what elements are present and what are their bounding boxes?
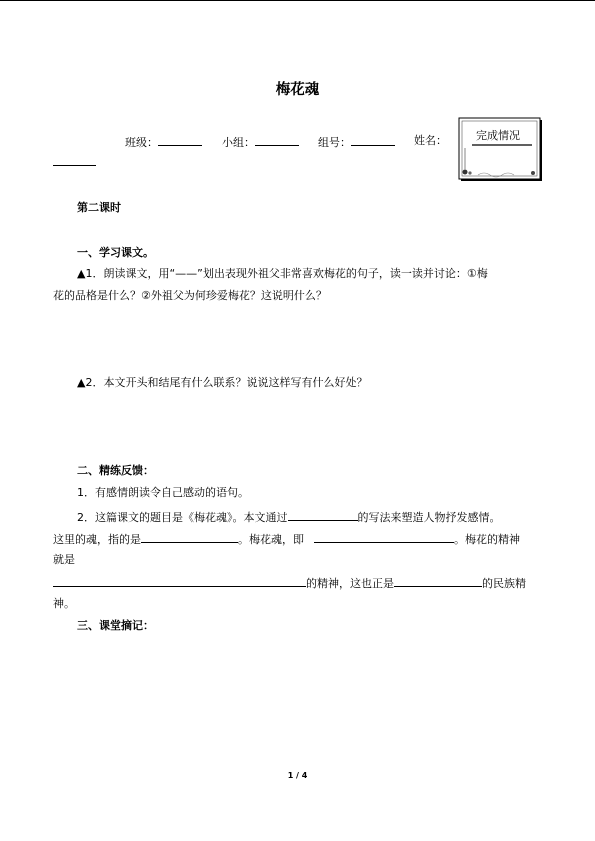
name-blank[interactable] — [53, 165, 96, 166]
page-title: 梅花魂 — [275, 82, 320, 98]
lesson-heading: 第二课时 — [77, 201, 121, 214]
class-field — [125, 134, 202, 149]
question1-line1: ▲1．朗读课文，用“——”划出表现外祖父非常喜欢梅花的句子，读一读并讨论：①梅 — [77, 267, 488, 280]
method-blank[interactable] — [288, 509, 358, 521]
class-label: 班级： — [125, 136, 158, 149]
plum-soul-blank[interactable] — [314, 531, 454, 543]
spirit-blank[interactable] — [53, 575, 306, 587]
exercise-item2-text-b: 的写法来塑造人物抒发感情。 — [357, 511, 501, 524]
section3-heading: 三、课堂摘记： — [77, 619, 154, 632]
nation-blank[interactable] — [394, 575, 482, 587]
exercise-item2-text-a: 2．这篇课文的题目是《梅花魂》。本文通过 — [77, 511, 288, 524]
group-no-field — [318, 134, 395, 149]
page-number: 1 / 4 — [287, 771, 308, 780]
exercise-item2-line2 — [53, 531, 520, 546]
stamp-label: 完成情况 — [476, 129, 520, 142]
exercise-item1: 1．有感情朗读令自己感动的语句。 — [77, 486, 249, 499]
question2: ▲2．本文开头和结尾有什么联系？说说这样写有什么好处？ — [77, 376, 368, 389]
name-label: 姓名： — [414, 134, 447, 147]
exercise-item2-line3: 就是 — [53, 553, 75, 566]
plum-soul-text: 。梅花魂，即 — [238, 533, 304, 546]
exercise-item2-line1 — [77, 509, 501, 524]
exercise-item2-line4 — [53, 575, 526, 590]
group-no-blank[interactable] — [351, 134, 395, 146]
completion-stamp — [458, 117, 543, 182]
class-blank[interactable] — [158, 134, 202, 146]
plum-spirit-text: 。梅花的精神 — [454, 533, 520, 546]
spirit-text: 的精神，这也正是 — [306, 577, 394, 590]
soul-meaning-text: 这里的魂，指的是 — [53, 533, 141, 546]
group-label: 小组： — [222, 136, 255, 149]
section1-heading: 一、学习课文。 — [77, 246, 154, 259]
top-rule — [0, 0, 595, 1]
exercise-item2-line5: 神。 — [53, 597, 75, 610]
nation-text: 的民族精 — [482, 577, 526, 590]
group-field — [222, 134, 299, 149]
group-blank[interactable] — [255, 134, 299, 146]
soul-meaning-blank[interactable] — [141, 531, 238, 543]
group-no-label: 组号： — [318, 136, 351, 149]
question1-line2: 花的品格是什么？②外祖父为何珍爱梅花？这说明什么？ — [53, 289, 327, 302]
section2-heading: 二、精练反馈： — [77, 464, 154, 477]
